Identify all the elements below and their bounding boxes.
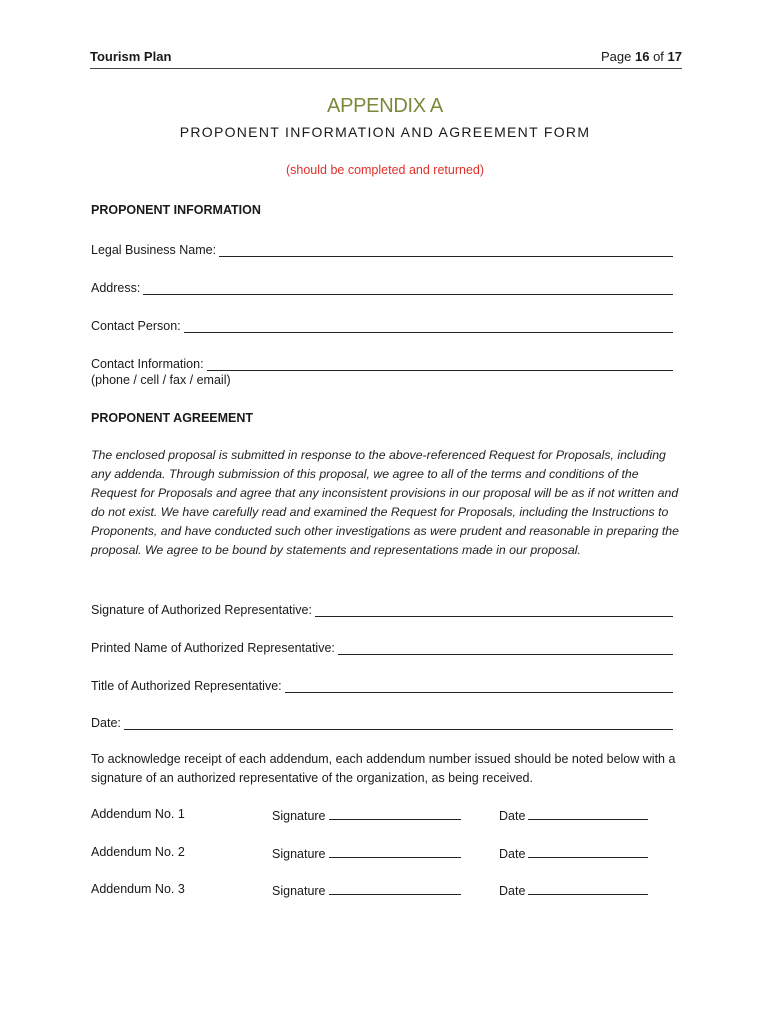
title-field[interactable] [91, 675, 673, 693]
signature-input[interactable] [315, 604, 673, 617]
addendum-signature-label: Signature [272, 847, 326, 861]
addendum-date-input[interactable] [528, 807, 648, 820]
signature-label: Signature of Authorized Representative: [91, 603, 312, 617]
contact-information-input[interactable] [207, 358, 673, 371]
printed-name-label: Printed Name of Authorized Representative: [91, 641, 335, 655]
address-input[interactable] [143, 282, 673, 295]
contact-information-field[interactable] [91, 353, 673, 371]
address-label: Address: [91, 281, 141, 295]
header-title: Tourism Plan [90, 49, 172, 64]
addendum-date [499, 845, 648, 861]
legal-business-name-label: Legal Business Name: [91, 243, 217, 257]
page-current: 16 [634, 49, 650, 64]
addendum-number: Addendum No. 1 [91, 807, 185, 821]
agreement-text: The enclosed proposal is submitted in response to the above-referenced Request for Proposals, including any addenda. Through submission of this proposal, we agree to all of the terms and conditions of the Request for Proposals and agree that any inconsistent provisions in our proposal will be as if not written and do not exist. We have carefully read and examined the Request for Proposals, including the Instructions to Proponents, and have conducted such other investigations as were prudent and reasonable in preparing the proposal. We agree to be bound by statements and representations made in our proposal. [91, 448, 679, 557]
date-field[interactable] [91, 712, 673, 730]
addendum-date-label: Date [499, 884, 526, 898]
addendum-date-label: Date [499, 847, 526, 861]
contact-information-hint: (phone / cell / fax / email) [91, 373, 231, 387]
page-prefix: Page [600, 49, 632, 64]
signature-field[interactable] [91, 599, 673, 617]
contact-person-input[interactable] [184, 320, 673, 333]
addendum-number: Addendum No. 3 [91, 882, 185, 896]
contact-person-field[interactable] [91, 315, 673, 333]
addendum-signature-input[interactable] [329, 807, 461, 820]
addendum-number: Addendum No. 2 [91, 845, 185, 859]
addendum-signature-label: Signature [272, 884, 326, 898]
addendum-date [499, 882, 648, 898]
form-title: PROPONENT INFORMATION AND AGREEMENT FORM [179, 124, 591, 140]
addendum-date-input[interactable] [528, 882, 648, 895]
date-input[interactable] [124, 717, 673, 730]
addendum-date-input[interactable] [528, 845, 648, 858]
title-input[interactable] [285, 680, 673, 693]
contact-information-label: Contact Information: [91, 357, 204, 371]
addendum-date-label: Date [499, 809, 526, 823]
addendum-row-3 [91, 882, 681, 900]
page-of: of [653, 49, 664, 64]
title-label: Title of Authorized Representative: [91, 679, 282, 693]
printed-name-input[interactable] [338, 642, 673, 655]
contact-person-label: Contact Person: [91, 319, 181, 333]
legal-business-name-field[interactable] [91, 239, 673, 257]
appendix-title: APPENDIX A [327, 95, 443, 117]
page-number [601, 49, 682, 64]
address-field[interactable] [91, 277, 673, 295]
addendum-row-2 [91, 845, 681, 863]
page-total: 17 [667, 49, 682, 64]
addendum-signature [272, 845, 461, 861]
addendum-signature [272, 882, 461, 898]
addendum-signature [272, 807, 461, 823]
addendum-signature-label: Signature [272, 809, 326, 823]
addendum-row-1 [91, 807, 681, 825]
acknowledgement-text: To acknowledge receipt of each addendum, each addendum number issued should be noted below with a signature of an authorized representative of the organization, as being received. [91, 752, 676, 785]
legal-business-name-input[interactable] [219, 244, 673, 257]
completion-note: (should be completed and returned) [285, 163, 485, 177]
page-header [90, 48, 682, 69]
addendum-date [499, 807, 648, 823]
proponent-agreement-heading: PROPONENT AGREEMENT [91, 411, 254, 425]
date-label: Date: [91, 716, 121, 730]
proponent-information-heading: PROPONENT INFORMATION [91, 203, 261, 217]
addendum-signature-input[interactable] [329, 882, 461, 895]
printed-name-field[interactable] [91, 637, 673, 655]
addendum-signature-input[interactable] [329, 845, 461, 858]
